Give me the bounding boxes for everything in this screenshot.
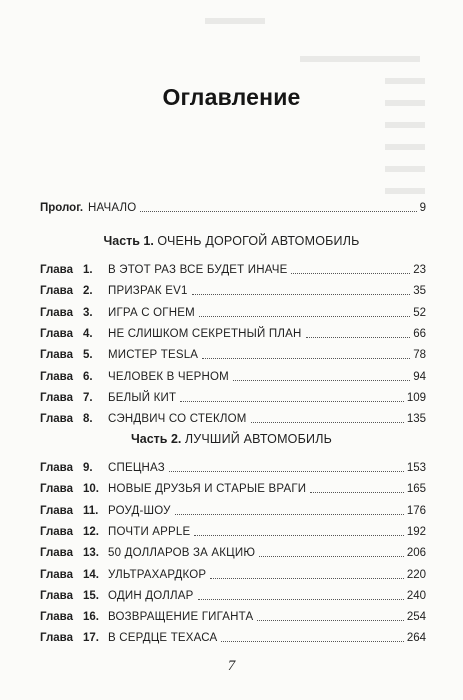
- toc-entry-chapter[interactable]: [40, 500, 426, 518]
- chapter-number: 9.: [83, 462, 93, 474]
- toc-entry-chapter[interactable]: [40, 627, 426, 645]
- page-ref: 220: [406, 568, 426, 581]
- part-title: ЛУЧШИЙ АВТОМОБИЛЬ: [184, 432, 332, 446]
- chapter-label: Глава: [40, 285, 73, 298]
- page-ref: 153: [406, 462, 426, 474]
- dot-leader: [199, 316, 410, 317]
- dot-leader: [210, 578, 404, 579]
- bleed-through-mark: [300, 56, 420, 62]
- part-label: Часть 1.: [103, 234, 154, 248]
- dot-leader: [192, 294, 411, 295]
- chapter-number: 13.: [83, 547, 99, 560]
- chapter-label: Глава: [40, 483, 73, 496]
- chapter-number: 16.: [83, 611, 99, 624]
- toc-entry-chapter[interactable]: [40, 408, 426, 426]
- toc-entry-chapter[interactable]: [40, 280, 426, 298]
- page-ref: 192: [406, 525, 426, 538]
- chapter-title: ИГРА С ОГНЕМ: [108, 306, 195, 319]
- chapter-title: БЕЛЫЙ КИТ: [108, 391, 177, 404]
- part-heading-2: [0, 432, 463, 446]
- chapter-label: Глава: [40, 589, 73, 602]
- chapter-number: 3.: [83, 306, 93, 319]
- dot-leader: [291, 273, 410, 274]
- dot-leader: [221, 641, 403, 642]
- page-ref: 78: [413, 349, 426, 362]
- bleed-through-mark: [385, 188, 425, 194]
- page-ref: 264: [406, 632, 426, 645]
- chapter-title: В СЕРДЦЕ ТЕХАСА: [108, 632, 218, 645]
- bleed-through-mark: [385, 122, 425, 128]
- dot-leader: [180, 401, 404, 402]
- toc-entry-chapter[interactable]: [40, 366, 426, 384]
- chapter-label: Глава: [40, 413, 73, 426]
- dot-leader: [140, 211, 416, 212]
- page-number: 7: [227, 658, 236, 674]
- chapter-title: ОДИН ДОЛЛАР: [108, 589, 194, 602]
- dot-leader: [194, 535, 403, 536]
- part-title: ОЧЕНЬ ДОРОГОЙ АВТОМОБИЛЬ: [157, 234, 360, 248]
- chapter-label: Глава: [40, 349, 73, 362]
- dot-leader: [169, 471, 404, 472]
- page-title: Оглавление: [162, 84, 301, 110]
- chapter-label: Глава: [40, 525, 73, 538]
- page-ref: 23: [413, 264, 426, 276]
- chapter-label: Глава: [40, 370, 73, 383]
- dot-leader: [233, 380, 410, 381]
- chapter-title: УЛЬТРАХАРДКОР: [108, 568, 207, 581]
- chapter-title: МИСТЕР TESLA: [108, 349, 199, 362]
- toc-entry-chapter[interactable]: [40, 585, 426, 603]
- chapter-number: 2.: [83, 285, 93, 298]
- chapter-label: Глава: [40, 306, 73, 319]
- toc-entry-chapter[interactable]: [40, 564, 426, 582]
- chapter-label: Глава: [40, 504, 73, 517]
- prologue-title: НАЧАЛО: [88, 202, 137, 214]
- chapter-title: НОВЫЕ ДРУЗЬЯ И СТАРЫЕ ВРАГИ: [108, 483, 307, 496]
- chapter-label: Глава: [40, 632, 73, 645]
- page-ref: 254: [406, 611, 426, 624]
- toc-entry-chapter[interactable]: [40, 302, 426, 320]
- chapter-number: 15.: [83, 589, 99, 602]
- page-ref: 135: [406, 413, 426, 426]
- chapter-title: 50 ДОЛЛАРОВ ЗА АКЦИЮ: [108, 547, 256, 560]
- chapter-title: ПРИЗРАК EV1: [108, 285, 188, 298]
- chapter-label: Глава: [40, 327, 73, 340]
- bleed-through-mark: [385, 144, 425, 150]
- page-ref: 206: [406, 547, 426, 560]
- chapter-label: Глава: [40, 568, 73, 581]
- bleed-through-mark: [205, 18, 265, 24]
- chapter-title: ЧЕЛОВЕК В ЧЕРНОМ: [108, 370, 229, 383]
- chapter-label: Глава: [40, 547, 73, 560]
- chapter-label: Глава: [40, 462, 73, 474]
- chapter-number: 1.: [83, 264, 93, 276]
- page-ref: 66: [413, 327, 426, 340]
- chapter-number: 17.: [83, 632, 99, 645]
- chapter-title: СЭНДВИЧ СО СТЕКЛОМ: [108, 413, 247, 426]
- page-ref: 35: [413, 285, 426, 298]
- chapter-title: НЕ СЛИШКОМ СЕКРЕТНЫЙ ПЛАН: [108, 327, 302, 340]
- toc-entry-chapter[interactable]: [40, 542, 426, 560]
- chapter-label: Глава: [40, 611, 73, 624]
- chapter-title: СПЕЦНАЗ: [108, 462, 165, 474]
- toc-entry-chapter[interactable]: [40, 344, 426, 362]
- chapter-title: В ЭТОТ РАЗ ВСЕ БУДЕТ ИНАЧЕ: [108, 264, 288, 276]
- chapter-number: 11.: [83, 504, 99, 517]
- part-label: Часть 2.: [130, 432, 182, 446]
- chapter-number: 10.: [83, 483, 99, 496]
- chapter-number: 8.: [83, 413, 93, 426]
- dot-leader: [306, 337, 411, 338]
- chapter-number: 5.: [83, 349, 93, 362]
- chapter-label: Глава: [40, 391, 73, 404]
- part-heading-1: [0, 234, 463, 248]
- chapter-number: 14.: [83, 568, 99, 581]
- chapter-number: 12.: [83, 525, 99, 538]
- toc-entry-chapter[interactable]: [40, 457, 426, 475]
- toc-entry-chapter[interactable]: [40, 323, 426, 341]
- prologue-label: Пролог.: [40, 202, 84, 214]
- page-ref: 109: [406, 391, 426, 404]
- toc-entry-prologue[interactable]: [40, 197, 426, 215]
- toc-entry-chapter[interactable]: [40, 521, 426, 539]
- chapter-label: Глава: [40, 264, 73, 276]
- toc-entry-chapter[interactable]: [40, 478, 426, 496]
- page-ref: 52: [413, 306, 426, 319]
- dot-leader: [257, 620, 403, 621]
- dot-leader: [310, 492, 404, 493]
- toc-entry-chapter[interactable]: [40, 387, 426, 405]
- page-ref: 94: [413, 370, 426, 383]
- chapter-number: 6.: [83, 370, 93, 383]
- chapter-number: 4.: [83, 327, 93, 340]
- page-ref: 176: [406, 504, 426, 517]
- toc-entry-chapter[interactable]: [40, 606, 426, 624]
- dot-leader: [251, 422, 404, 423]
- dot-leader: [202, 358, 410, 359]
- chapter-title: ПОЧТИ APPLE: [108, 525, 191, 538]
- dot-leader: [198, 599, 404, 600]
- chapter-title: РОУД-ШОУ: [108, 504, 171, 517]
- dot-leader: [175, 514, 404, 515]
- dot-leader: [259, 556, 404, 557]
- page-ref: 9: [419, 202, 426, 214]
- page-ref: 165: [406, 483, 426, 496]
- chapter-number: 7.: [83, 391, 93, 404]
- page-ref: 240: [406, 589, 426, 602]
- toc-entry-chapter[interactable]: [40, 259, 426, 277]
- chapter-title: ВОЗВРАЩЕНИЕ ГИГАНТА: [108, 611, 254, 624]
- bleed-through-mark: [385, 166, 425, 172]
